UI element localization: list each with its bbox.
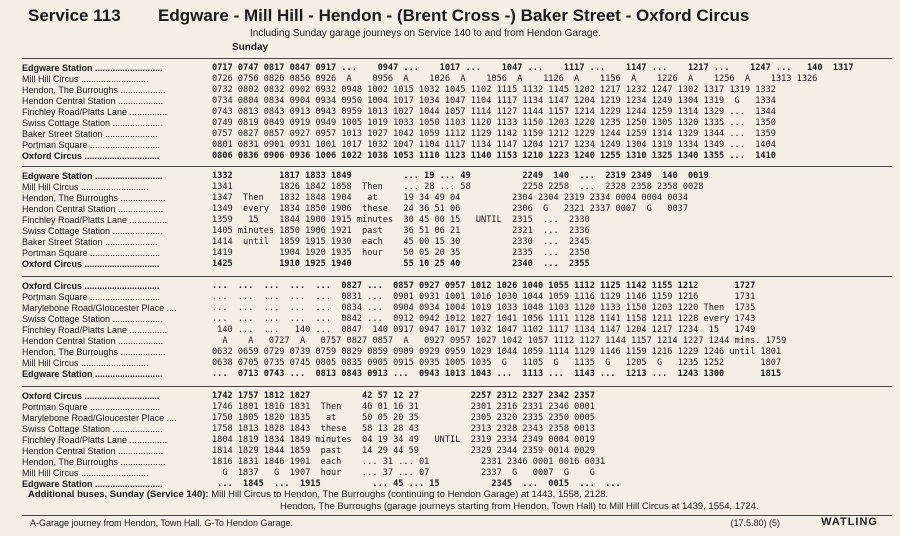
stop-name: Oxford Circus .............................. [22,280,160,291]
stop-times: 1349 every 1834 1850 1906 these 24 36 51 06 2306 G 2321 2337 0007 G 0037 [212,203,688,214]
timetable-row [22,95,892,106]
footer-reference: (17.5.80) (5) [730,518,780,528]
stop-times: 1814 1829 1844 1859 past 14 29 44 59 2329 2344 2359 0014 0029 [212,445,595,456]
stop-times: 1341 1826 1842 1858 Then ... 28 ... 58 2258 2258 ... 2328 2358 2358 0028 [212,181,704,192]
timetable-row [22,139,892,150]
additional-buses-note [28,489,888,513]
stop-times: 140 ... ... 140 ... 0847 140 0917 0947 1017 1032 1047 1102 1117 1134 1147 1204 1217 1234 15 1749 [212,324,756,335]
stop-times: 0734 0804 0834 0904 0934 0950 1004 1017 1034 1047 1104 1117 1134 1147 1204 1219 1234 1249 1304 1319 G 1334 [212,95,776,106]
timetable-block-2 [22,166,892,271]
timetable-row [22,170,892,181]
timetable-row [22,73,892,84]
timetable-row [22,291,892,302]
stop-name: Hendon Central Station .................. [22,203,164,214]
timetable-row [22,302,892,313]
timetable-row [22,434,892,445]
stop-times: 0717 0747 0817 0847 0917 ... 0947 ... 1017 ... 1047 ... 1117 ... 1147 ... 1217 ... 1247 ... 140 1317 [212,62,854,73]
timetable-row [22,445,892,456]
timetable-row [22,335,892,346]
stop-name: Hendon Central Station .................. [22,95,164,106]
stop-times: 0632 0659 0729 0739 0759 0829 0859 0909 0929 0959 1029 1044 1059 1114 1129 1146 1159 1216 1229 1246 until 1801 [212,346,782,357]
timetable-row [22,181,892,192]
stop-name: Oxford Circus .............................. [22,258,160,269]
stop-name: Baker Street Station ..................... [22,236,158,247]
stop-times: 0757 0827 0857 0927 0957 1013 1027 1042 1059 1112 1129 1142 1159 1212 1229 1244 1259 1314 1329 1344 ... 1359 [212,128,776,139]
stop-name: Hendon Central Station .................. [22,335,164,346]
timetable-row [22,346,892,357]
stop-name: Baker Street Station ..................... [22,128,158,139]
stop-times: 0749 0819 0849 0919 0949 1005 1019 1033 1050 1103 1120 1133 1150 1203 1220 1235 1250 1305 1320 1335 ... 1350 [212,117,776,128]
timetable-row [22,280,892,291]
stop-times: 1405 minutes 1850 1906 1921 past 36 51 06 21 2321 ... 2336 [212,225,590,236]
timetable-row [22,150,892,161]
stop-name: Marylebone Road/Gloucester Place .... [22,412,177,423]
timetable-block-4 [22,386,892,487]
timetable-row [22,258,892,269]
route-subtitle: Including Sunday garage journeys on Service 140 to and from Hendon Garage. [250,28,601,39]
stop-times: 0801 0831 0901 0931 1001 1017 1032 1047 1104 1117 1134 1147 1204 1217 1234 1249 1304 1319 1334 1349 ... 1404 [212,139,776,150]
stop-name: Edgware Station ........................... [22,170,163,181]
timetable-block-3 [22,276,892,381]
stop-name: Oxford Circus .............................. [22,390,160,401]
stop-name: Finchley Road/Platts Lane ............... [22,214,168,225]
stop-times: 0732 0802 0832 0902 0932 0948 1002 1015 1032 1045 1102 1115 1132 1145 1202 1217 1232 1247 1302 1317 1319 1332 [212,84,776,95]
stop-name: Mill Hill Circus ........................... [22,467,149,478]
timetable-row [22,456,892,467]
footer-divider [22,515,892,516]
stop-name: Hendon, The Burroughs .................. [22,456,166,467]
stop-times: 1804 1819 1834 1849 minutes 04 19 34 49 UNTIL 2319 2334 2349 0004 0019 [212,434,595,445]
stop-name: Hendon, The Burroughs .................. [22,192,166,203]
stop-name: Edgware Station ........................... [22,478,163,489]
timetable-row [22,247,892,258]
route-title: Edgware - Mill Hill - Hendon - (Brent Cross -) Baker Street - Oxford Circus [158,6,750,25]
stop-name: Oxford Circus .............................. [22,150,160,161]
service-number: Service 113 [28,6,121,25]
stop-times: ... ... ... ... ... 0827 ... 0857 0927 0957 1012 1026 1040 1055 1112 1125 1142 1155 1212 1727 [212,280,756,291]
operator-logo: WATLING [821,516,878,528]
footer-notes: A-Garage journey from Hendon, Town Hall. G-To Hendon Garage. [30,518,293,528]
stop-name: Swiss Cottage Station .................... [22,313,163,324]
timetable-row [22,357,892,368]
timetable-row [22,62,892,73]
additional-line-1: Mill Hill Circus to Hendon, The Burroughs (continuing to Hendon Garage) at 1443, 1558, 2128. [208,489,609,500]
stop-times: ... ... ... ... ... 0842 ... 0912 0942 1012 1027 1041 1056 1111 1128 1141 1158 1211 1228 every 1743 [212,313,756,324]
stop-name: Swiss Cottage Station .................... [22,423,163,434]
stop-name: Edgware Station ........................... [22,368,163,379]
stop-name: Mill Hill Circus ........................... [22,357,149,368]
stop-name: Swiss Cottage Station .................... [22,117,163,128]
stop-times: ... 0713 0743 ... 0813 0843 0913 ... 0943 1013 1043 ... 1113 ... 1143 ... 1213 ... 1243 1300 1815 [212,368,782,379]
timetable-row [22,324,892,335]
stop-name: Portman Square ............................ [22,401,161,412]
stop-times: G 1837 G 1907 hour ... 37 ... 07 2337 G 0007 G G [212,467,595,478]
timetable-row [22,117,892,128]
stop-times: 0806 0836 0906 0936 1006 1022 1038 1053 1110 1123 1140 1153 1210 1223 1240 1255 1310 1325 1340 1355 ... 1410 [212,150,776,161]
stop-name: Finchley Road/Platts Lane ............... [22,324,168,335]
stop-times: 1425 1910 1925 1940 55 10 25 40 2340 ... 2355 [212,258,590,269]
stop-times: ... ... ... ... ... 0834 ... 0904 0934 1004 1019 1033 1048 1103 1120 1133 1150 1203 1220 Then 1735 [212,302,756,313]
stop-name: Mill Hill Circus ........................... [22,73,149,84]
stop-name: Edgware Station ........................... [22,62,163,73]
stop-name: Finchley Road/Platts Lane ............... [22,434,168,445]
stop-times: 1332 1817 1833 1849 ... 19 ... 49 2249 140 ... 2319 2349 140 0019 [212,170,709,181]
stop-times: 1414 until 1859 1915 1930 each 45 00 15 30 2330 ... 2345 [212,236,590,247]
timetable-row [22,214,892,225]
stop-name: Portman Square ............................ [22,291,161,302]
stop-times: ... ... ... ... ... 0831 ... 0901 0931 1001 1016 1030 1044 1059 1116 1129 1146 1159 1216 1731 [212,291,756,302]
stop-name: Hendon, The Burroughs .................. [22,84,166,95]
stop-times: 0743 0813 0843 0913 0943 0959 1013 1027 1044 1057 1114 1127 1144 1157 1214 1229 1244 1259 1314 1329 ... 1344 [212,106,776,117]
stop-times: 1746 1801 1816 1831 Then 46 01 16 31 2301 2316 2331 2346 0001 [212,401,595,412]
stop-name: Mill Hill Circus ........................... [22,181,149,192]
timetable-header [0,0,900,56]
stop-times: 1347 Then 1832 1848 1904 at 19 34 49 04 2304 2304 2319 2334 0004 0004 0034 [212,192,688,203]
stop-times: 1750 1805 1820 1835 at 50 05 20 35 2305 2320 2335 2350 0005 [212,412,595,423]
additional-line-2: Hendon, The Burroughs (garage journeys starting from Hendon, Town Hall) to Mill Hill Circus at 1439, 1554, 1724. [280,501,759,512]
stop-times: 1816 1831 1846 1901 each ... 31 ... 01 2331 2346 0001 0016 0031 [212,456,606,467]
timetable-row [22,412,892,423]
stop-times: 0638 0705 0735 0745 0805 0835 0905 0915 0935 1005 1035 G 1105 G 1135 G 1205 G 1235 1252 1807 [212,357,782,368]
stop-times: 0726 0756 0826 0856 0926 A 0956 A 1026 A 1056 A 1126 A 1156 A 1226 A 1256 A 1313 1326 [212,73,818,84]
stop-name: Hendon, The Burroughs .................. [22,346,166,357]
timetable-row [22,203,892,214]
stop-times: ... 1845 ... 1915 ... 45 ... 15 2345 ... 0015 ... ... [212,478,621,489]
stop-times: 1359 15 1844 1900 1915 minutes 30 45 00 15 UNTIL 2315 ... 2330 [212,214,590,225]
timetable-block-1 [22,58,892,163]
timetable-row [22,390,892,401]
stop-name: Hendon Central Station .................. [22,445,164,456]
timetable-row [22,84,892,95]
stop-times: A A 0727 A 0757 0827 0857 A 0927 0957 1027 1042 1057 1112 1127 1144 1157 1214 1227 1244 mins. 1759 [212,335,787,346]
timetable-row [22,401,892,412]
timetable-row [22,467,892,478]
timetable-row [22,478,892,489]
stop-name: Marylebone Road/Gloucester Place .... [22,302,177,313]
stop-times: 1419 1904 1920 1935 hour 50 05 20 35 2335 ... 2350 [212,247,590,258]
stop-times: 1758 1813 1828 1843 these 58 13 28 43 2313 2328 2343 2358 0013 [212,423,595,434]
timetable-row [22,192,892,203]
stop-times: 1742 1757 1812 1827 42 57 12 27 2257 2312 2327 2342 2357 [212,390,595,401]
timetable-row [22,236,892,247]
footer [30,518,890,528]
stop-name: Finchley Road/Platts Lane ............... [22,106,168,117]
timetable-row [22,423,892,434]
timetable-row [22,106,892,117]
timetable-row [22,368,892,379]
timetable-row [22,128,892,139]
stop-name: Portman Square ............................ [22,247,161,258]
stop-name: Swiss Cottage Station .................... [22,225,163,236]
additional-label: Additional buses, Sunday (Service 140): [28,489,209,500]
day-label: Sunday [232,42,269,53]
timetable-row [22,225,892,236]
stop-name: Portman Square ............................ [22,139,161,150]
timetable-row [22,313,892,324]
